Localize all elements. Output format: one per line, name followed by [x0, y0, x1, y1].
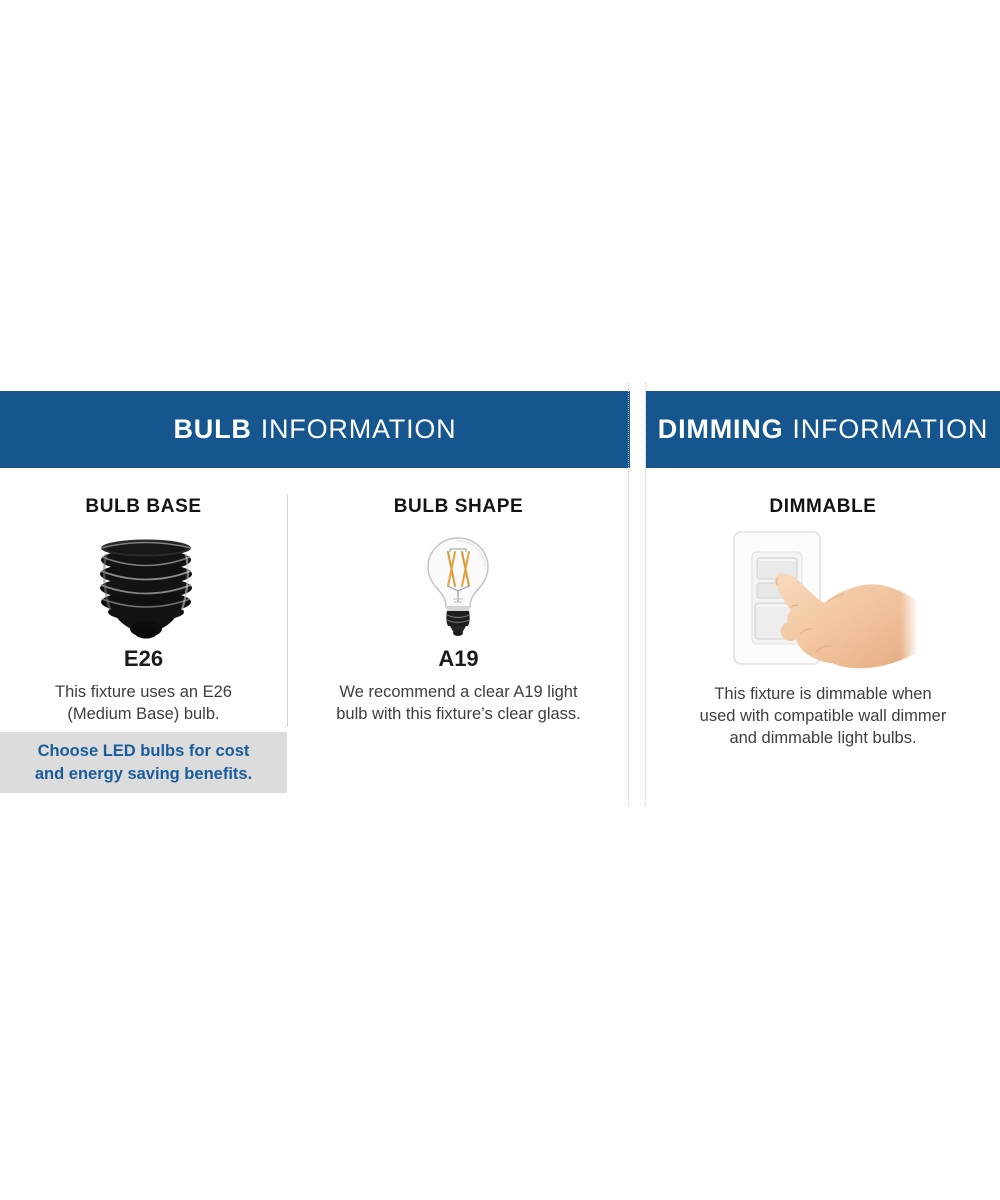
e26-screw-base-image [98, 536, 194, 644]
dimmable-description [646, 683, 1000, 749]
dimmable-description-line: used with compatible wall dimmer [699, 707, 947, 725]
bulb-shape-label: A19 [438, 646, 479, 671]
bulb-base-description-line: (Medium Base) bulb. [67, 705, 220, 723]
bulb-shape-heading: BULB SHAPE [393, 496, 524, 517]
dimmable-heading: DIMMABLE [769, 496, 877, 517]
bulb-information-title-rest: INFORMATION [260, 414, 457, 444]
dimmable-description-line: This fixture is dimmable when [714, 685, 932, 703]
dimmer-switch-image [728, 528, 918, 670]
bulb-base-description-line: This fixture uses an E26 [54, 683, 232, 701]
bulb-base-description [0, 681, 287, 725]
led-note-line: and energy saving benefits. [34, 764, 253, 783]
dimming-information-title-rest: INFORMATION [792, 414, 989, 444]
e26-screw-base-illustration [100, 540, 192, 639]
bulb-shape-description-line: bulb with this fixture’s clear glass. [336, 705, 581, 723]
dimming-information-title [658, 414, 988, 445]
a19-bulb-image [410, 536, 506, 638]
led-recommendation-note [0, 732, 287, 793]
bulb-information-title-bold: BULB [173, 414, 252, 444]
dimming-information-header-bar [646, 391, 1000, 468]
dimming-information-title-bold: DIMMING [657, 414, 784, 444]
a19-bulb-illustration [428, 538, 488, 636]
bulb-base-heading: BULB BASE [85, 496, 202, 517]
bulb-shape-description-line: We recommend a clear A19 light [339, 683, 578, 701]
bulb-information-header-bar [0, 391, 630, 468]
dimmable-description-line: and dimmable light bulbs. [729, 729, 917, 747]
bulb-shape-description [287, 681, 630, 725]
bulb-information-title [174, 414, 457, 445]
bulb-base-label: E26 [123, 646, 164, 671]
section-divider-dotted-left [628, 383, 629, 806]
led-note-line: Choose LED bulbs for cost [37, 741, 250, 760]
